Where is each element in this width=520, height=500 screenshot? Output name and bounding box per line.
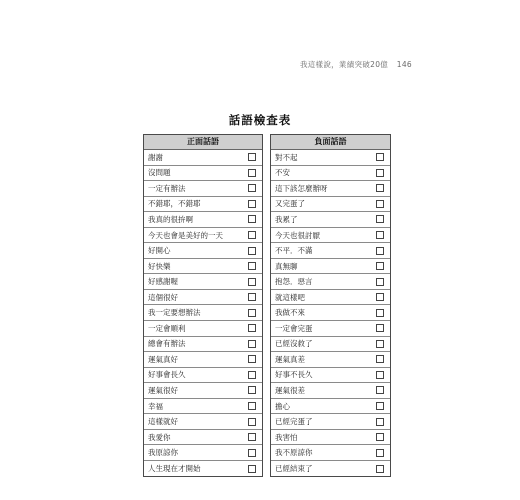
checklist-item-label: 我不原諒你: [275, 448, 313, 458]
checklist-row: [271, 321, 390, 337]
checkbox[interactable]: [376, 371, 384, 379]
checkbox[interactable]: [248, 247, 256, 255]
checklist-item-label: 不錯耶，不錯耶: [148, 199, 201, 209]
checklist-item-label: 這樣就好: [148, 417, 178, 427]
checkbox[interactable]: [248, 449, 256, 457]
checklist-row: [271, 274, 390, 290]
checkbox[interactable]: [248, 309, 256, 317]
checkbox[interactable]: [248, 355, 256, 363]
checklist-item-label: 運氣真好: [148, 354, 178, 364]
checklist-item-label: 我累了: [275, 214, 298, 224]
checkbox[interactable]: [248, 169, 256, 177]
checklist-row: [271, 290, 390, 306]
checklist-row: [144, 368, 262, 384]
running-header: [300, 59, 412, 70]
checklist-item-label: 好開心: [148, 246, 171, 256]
checklist-item-label: 運氣真差: [275, 354, 305, 364]
checklist-item-label: 運氣很差: [275, 385, 305, 395]
checklist-row: [144, 228, 262, 244]
checkbox[interactable]: [248, 153, 256, 161]
checklist-item-label: 這下該怎麼辦呀: [275, 183, 328, 193]
checkbox[interactable]: [248, 262, 256, 270]
checkbox[interactable]: [376, 449, 384, 457]
checklist-item-label: 一定會順利: [148, 323, 186, 333]
positive-words-heading: 正面話語: [144, 135, 262, 150]
checklist-row: [271, 383, 390, 399]
checkbox[interactable]: [376, 465, 384, 473]
page-title: 話語檢查表: [228, 113, 292, 127]
checklist-row: [144, 445, 262, 461]
checklist-row: [144, 414, 262, 430]
checklist-item-label: 抱怨．惡言: [275, 277, 313, 287]
checkbox[interactable]: [376, 247, 384, 255]
checklist-row: [271, 197, 390, 213]
checklist-item-label: 好事會長久: [148, 370, 186, 380]
checkbox[interactable]: [248, 231, 256, 239]
positive-words-checklist: [143, 134, 263, 477]
checkbox[interactable]: [376, 153, 384, 161]
checklist-item-label: 好感謝喔: [148, 277, 178, 287]
checkbox[interactable]: [376, 309, 384, 317]
checkbox[interactable]: [248, 371, 256, 379]
checklist-item-label: 幸福: [148, 401, 163, 411]
checklist-item-label: 人生現在才開始: [148, 464, 201, 474]
negative-words-list: [271, 150, 390, 476]
checklist-item-label: 運氣很好: [148, 385, 178, 395]
checklist-row: [271, 212, 390, 228]
checklist-item-label: 擔心: [275, 401, 290, 411]
checklist-item-label: 已經完蛋了: [275, 417, 313, 427]
checkbox[interactable]: [248, 184, 256, 192]
checklist-item-label: 我原諒你: [148, 448, 178, 458]
checklist-row: [271, 305, 390, 321]
running-title: 我這樣說，業績突破20億: [299, 60, 389, 69]
page-number: 146: [396, 60, 412, 69]
checklist-item-label: 我愛你: [148, 432, 171, 442]
checkbox[interactable]: [376, 418, 384, 426]
checklist-row: [144, 212, 262, 228]
checkbox[interactable]: [248, 386, 256, 394]
checklist-item-label: 今天也很討厭: [275, 230, 320, 240]
checklist-item-label: 真無聊: [275, 261, 298, 271]
checkbox[interactable]: [376, 262, 384, 270]
checklist-row: [144, 352, 262, 368]
checklist-item-label: 沒問題: [148, 168, 171, 178]
checkbox[interactable]: [248, 402, 256, 410]
checklist-row: [144, 290, 262, 306]
checklist-row: [271, 430, 390, 446]
checklist-row: [271, 166, 390, 182]
checklist-row: [271, 150, 390, 166]
checklist-row: [144, 399, 262, 415]
checkbox[interactable]: [248, 278, 256, 286]
checklist-item-label: 好事不長久: [275, 370, 313, 380]
checkbox[interactable]: [248, 465, 256, 473]
checkbox[interactable]: [376, 215, 384, 223]
checkbox[interactable]: [376, 200, 384, 208]
checkbox[interactable]: [248, 200, 256, 208]
checklist-item-label: 一定有辦法: [148, 183, 186, 193]
checklist-item-label: 這個很好: [148, 292, 178, 302]
checkbox[interactable]: [376, 169, 384, 177]
checklist-row: [144, 259, 262, 275]
checklist-item-label: 就這樣吧: [275, 292, 305, 302]
checklist-row: [271, 228, 390, 244]
checkbox[interactable]: [248, 418, 256, 426]
checklist-item-label: 不安: [275, 168, 290, 178]
checkbox[interactable]: [376, 355, 384, 363]
checkbox[interactable]: [376, 433, 384, 441]
checklist-item-label: 總會有辦法: [148, 339, 186, 349]
checklist-row: [271, 461, 390, 477]
checkbox[interactable]: [248, 293, 256, 301]
checklist-row: [144, 430, 262, 446]
checkbox[interactable]: [376, 293, 384, 301]
checkbox[interactable]: [376, 386, 384, 394]
checklist-row: [144, 274, 262, 290]
checklist-item-label: 已經沒救了: [275, 339, 313, 349]
negative-words-heading: 負面話語: [271, 135, 390, 150]
checkbox[interactable]: [376, 324, 384, 332]
checklist-row: [271, 368, 390, 384]
checklist-item-label: 對不起: [275, 152, 298, 162]
checklist-item-label: 一定會完蛋: [275, 323, 313, 333]
checklist-item-label: 我害怕: [275, 432, 298, 442]
checkbox[interactable]: [248, 433, 256, 441]
checklist-row: [271, 399, 390, 415]
checklist-item-label: 我一定要想辦法: [148, 308, 201, 318]
checklist-row: [271, 352, 390, 368]
checkbox[interactable]: [376, 340, 384, 348]
checklist-row: [144, 197, 262, 213]
checklist-item-label: 又完蛋了: [275, 199, 305, 209]
checkbox[interactable]: [376, 402, 384, 410]
checklist-row: [144, 181, 262, 197]
checklist-row: [144, 305, 262, 321]
checklist-row: [271, 414, 390, 430]
negative-words-checklist: [270, 134, 391, 477]
checkbox[interactable]: [376, 184, 384, 192]
checklist-row: [271, 445, 390, 461]
checklist-row: [271, 181, 390, 197]
positive-words-list: [144, 150, 262, 476]
checkbox[interactable]: [248, 340, 256, 348]
checklist-row: [144, 461, 262, 477]
checklist-row: [271, 243, 390, 259]
checklist-row: [144, 166, 262, 182]
checklist-row: [271, 337, 390, 353]
checkbox[interactable]: [376, 231, 384, 239]
checklist-row: [144, 321, 262, 337]
checklist-row: [144, 383, 262, 399]
checklist-item-label: 今天也會是美好的一天: [148, 230, 223, 240]
checklist-row: [144, 337, 262, 353]
checklist-item-label: 不平．不滿: [275, 246, 313, 256]
checkbox[interactable]: [248, 324, 256, 332]
checklist-item-label: 我真的很拚啊: [148, 214, 193, 224]
checklist-row: [144, 150, 262, 166]
checkbox[interactable]: [248, 215, 256, 223]
checkbox[interactable]: [376, 278, 384, 286]
checklist-item-label: 已經結束了: [275, 464, 313, 474]
checklist-row: [144, 243, 262, 259]
checklist-item-label: 好快樂: [148, 261, 171, 271]
checklist-item-label: 謝謝: [148, 152, 163, 162]
checklist-row: [271, 259, 390, 275]
checklist-item-label: 我做不來: [275, 308, 305, 318]
